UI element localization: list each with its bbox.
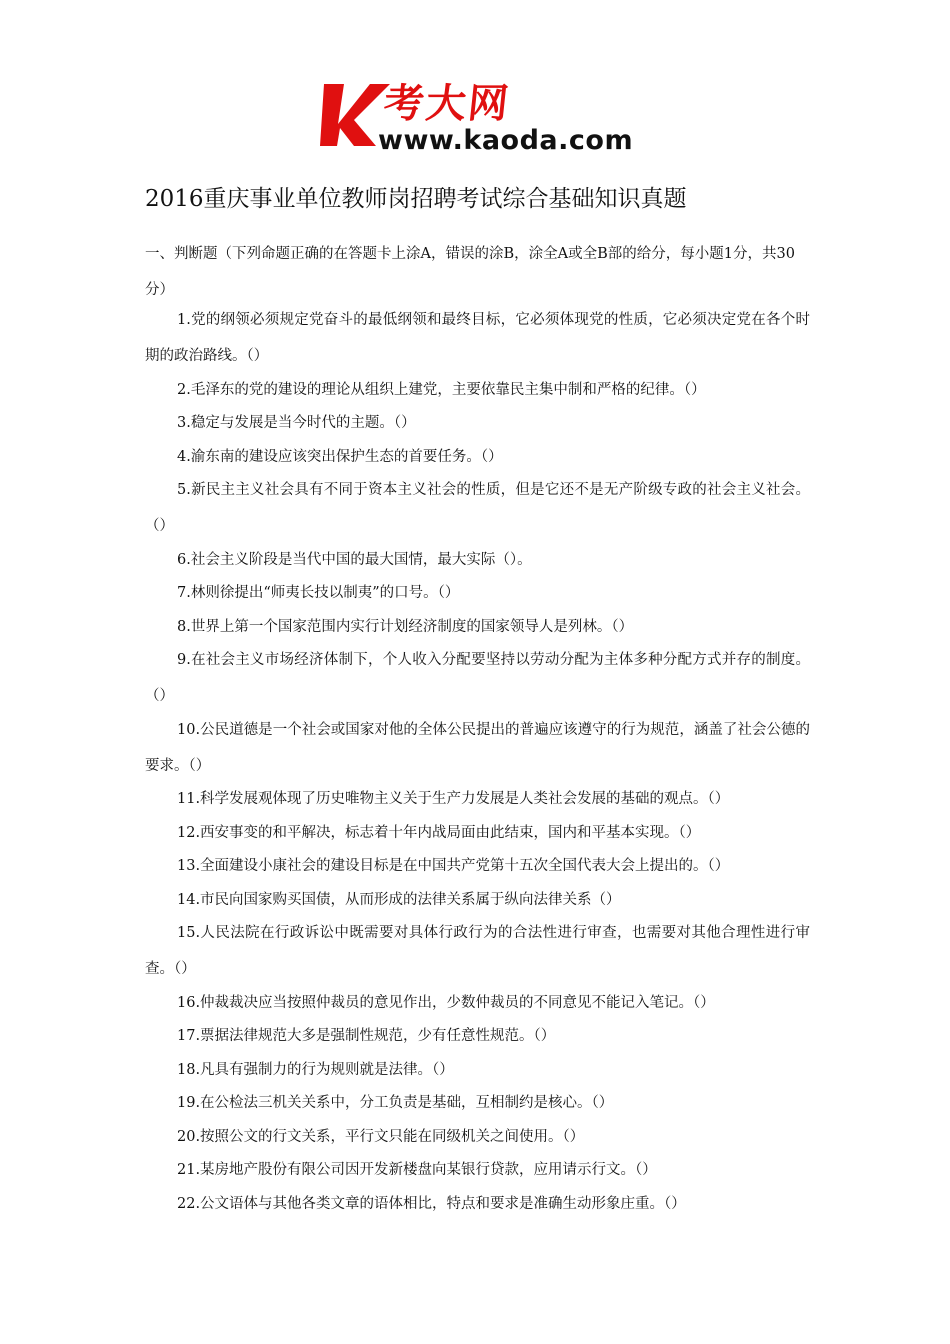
logo-brand-cn: 考大网 <box>381 81 513 127</box>
question-item: 19.在公检法三机关关系中，分工负责是基础，互相制约是核心。（） <box>177 1095 614 1111</box>
question-item: 13.全面建设小康社会的建设目标是在中国共产党第十五次全国代表大会上提出的。（） <box>177 858 730 874</box>
question-item: 1.党的纲领必须规定党奋斗的最低纲领和最终目标，它必须体现党的性质，它必须决定党在各个时期的政治路线。（） <box>145 312 810 364</box>
question-item: 5.新民主主义社会具有不同于资本主义社会的性质，但是它还不是无产阶级专政的社会主义社会。（） <box>145 482 810 534</box>
question-item: 14.市民向国家购买国债，从而形成的法律关系属于纵向法律关系（） <box>177 891 621 908</box>
section-heading: 一、判断题（下列命题正确的在答题卡上涂A，错误的涂B，涂全A或全B部的给分，每小题1分，共30分） <box>145 246 795 298</box>
question-item: 22.公文语体与其他各类文章的语体相比，特点和要求是准确生动形象庄重。（） <box>177 1195 686 1212</box>
document-title: 2016重庆事业单位教师岗招聘考试综合基础知识真题 <box>145 186 687 212</box>
question-item: 12.西安事变的和平解决，标志着十年内战局面由此结束，国内和平基本实现。（） <box>177 824 701 841</box>
question-item: 17.票据法律规范大多是强制性规范，少有任意性规范。（） <box>177 1028 556 1044</box>
question-item: 6.社会主义阶段是当代中国的最大国情，最大实际（）。 <box>177 551 532 568</box>
question-item: 7.林则徐提出“师夷长技以制夷”的口号。（） <box>177 585 460 601</box>
kaoda-logo <box>318 80 648 160</box>
question-item: 8.世界上第一个国家范围内实行计划经济制度的国家领导人是列林。（） <box>177 618 634 635</box>
question-item: 10.公民道德是一个社会或国家对他的全体公民提出的普遍应该遵守的行为规范，涵盖了社会公德的要求。（） <box>145 721 810 774</box>
question-item: 15.人民法院在行政诉讼中既需要对具体行政行为的合法性进行审查，也需要对其他合理性进行审查。（） <box>145 925 810 977</box>
question-item: 11.科学发展观体现了历史唯物主义关于生产力发展是人类社会发展的基础的观点。（） <box>177 791 730 807</box>
question-item: 20.按照公文的行文关系，平行文只能在同级机关之间使用。（） <box>177 1128 585 1145</box>
question-item: 18.凡具有强制力的行为规则就是法律。（） <box>177 1061 454 1078</box>
question-item: 9.在社会主义市场经济体制下，个人收入分配要坚持以劳动分配为主体多种分配方式并存的制度。（） <box>145 652 810 704</box>
question-item: 3.稳定与发展是当今时代的主题。（） <box>177 415 416 431</box>
question-item: 2.毛泽东的党的建设的理论从组织上建党，主要依靠民主集中制和严格的纪律。（） <box>177 381 706 398</box>
question-item: 21.某房地产股份有限公司因开发新楼盘向某银行贷款，应用请示行文。（） <box>177 1162 657 1178</box>
question-list <box>145 302 810 1219</box>
logo-brand-url: www.kaoda.com <box>378 125 634 156</box>
question-item: 4.渝东南的建设应该突出保护生态的首要任务。（） <box>177 448 503 465</box>
question-item: 16.仲裁裁决应当按照仲裁员的意见作出，少数仲裁员的不同意见不能记入笔记。（） <box>177 994 715 1011</box>
